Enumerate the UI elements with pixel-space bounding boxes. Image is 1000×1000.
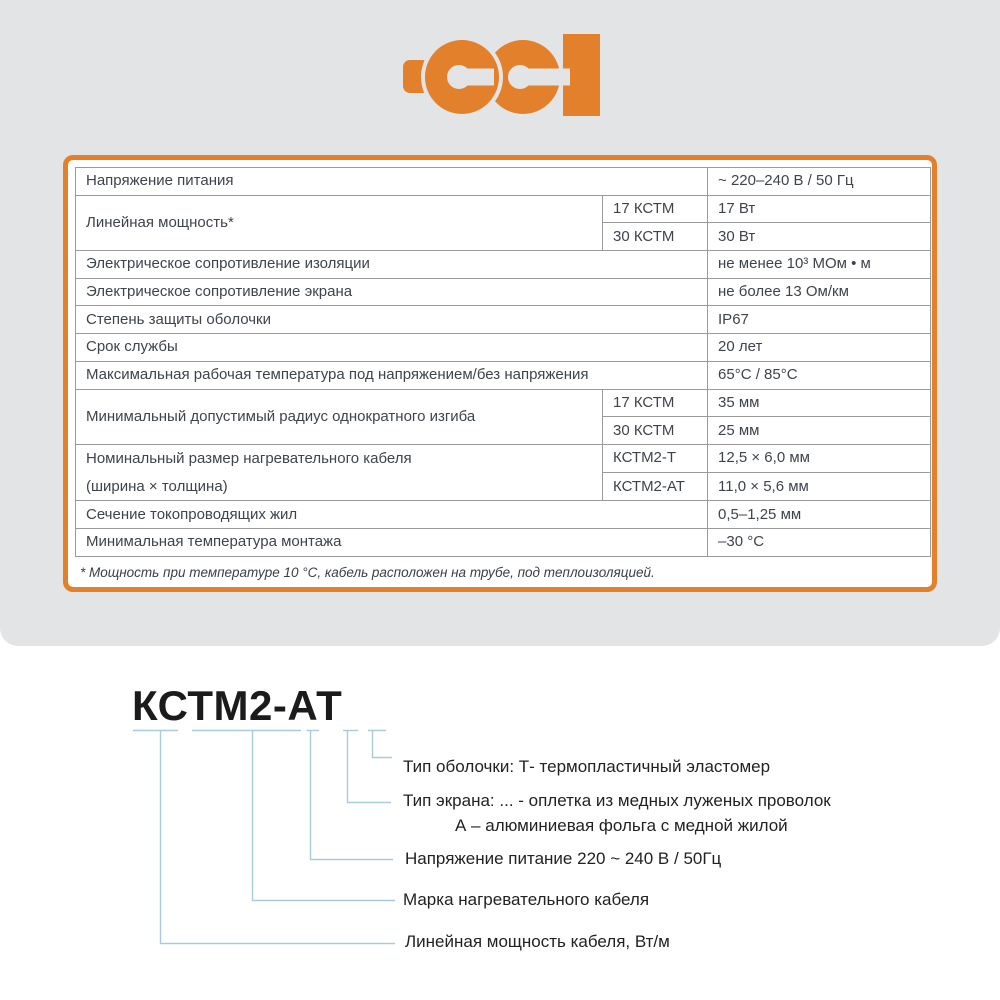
spec-variant-cell: КСТМ2-Т: [603, 444, 708, 472]
table-row: [76, 389, 931, 417]
diagram-title: КСТМ2-АТ: [132, 682, 343, 729]
table-footnote: * Мощность при температуре 10 °С, кабель расположен на трубе, под теплоизоляцией.: [80, 565, 655, 580]
spec-value-cell: 11,0 × 5,6 мм: [708, 473, 931, 501]
spec-variant-cell: 30 КСТМ: [603, 223, 708, 251]
spec-value-cell: ~ 220–240 В / 50 Гц: [708, 168, 931, 196]
spec-label-cell: Сечение токопроводящих жил: [76, 501, 708, 529]
diagram-label-voltage: Напряжение питание 220 ~ 240 В / 50Гц: [405, 849, 722, 868]
spec-value-cell: 30 Вт: [708, 223, 931, 251]
diagram-label-linear-power: Линейная мощность кабеля, Вт/м: [405, 932, 670, 951]
spec-value-cell: 25 мм: [708, 417, 931, 445]
table-row: [76, 278, 931, 306]
spec-variant-cell: 17 КСТМ: [603, 389, 708, 417]
spec-label-cell: Минимальный допустимый радиус однократного изгиба: [76, 389, 603, 444]
spec-label-cell: Линейная мощность*: [76, 195, 603, 250]
spec-label-cell: Электрическое сопротивление изоляции: [76, 251, 708, 279]
spec-variant-cell: 17 КСТМ: [603, 195, 708, 223]
spec-label-cell: [76, 444, 603, 500]
diagram-label-screen-type: Тип экрана: ... - оплетка из медных луженых проволок: [403, 791, 831, 810]
table-row: [76, 444, 931, 472]
table-row: [76, 361, 931, 389]
spec-label-cell: Максимальная рабочая температура под напряжением/без напряжения: [76, 361, 708, 389]
spec-value-cell: 17 Вт: [708, 195, 931, 223]
cci-logo: [400, 31, 600, 119]
table-row: [76, 306, 931, 334]
table-row: [76, 528, 931, 556]
spec-value-cell: не менее 10³ МОм • м: [708, 251, 931, 279]
spec-variant-cell: КСТМ2-АТ: [603, 473, 708, 501]
spec-value-cell: 35 мм: [708, 389, 931, 417]
spec-label-cell: Электрическое сопротивление экрана: [76, 278, 708, 306]
spec-label-cell: Минимальная температура монтажа: [76, 528, 708, 556]
table-row: [76, 501, 931, 529]
spec-table-box: [63, 155, 937, 592]
diagram-label-cable-brand: Марка нагревательного кабеля: [403, 890, 650, 909]
spec-value-cell: 20 лет: [708, 334, 931, 362]
diagram-label-screen-type-line2: А – алюминиевая фольга с медной жилой: [455, 816, 788, 835]
spec-table: [75, 167, 931, 557]
table-row: [76, 251, 931, 279]
spec-label-cell: Срок службы: [76, 334, 708, 362]
table-row: [76, 168, 931, 196]
spec-label-line1: Номинальный размер нагревательного кабеля: [86, 449, 412, 467]
spec-value-cell: 0,5–1,25 мм: [708, 501, 931, 529]
table-row: [76, 334, 931, 362]
diagram-label-sheath-type: Тип оболочки: Т- термопластичный эластомер: [403, 757, 771, 776]
spec-label-cell: Напряжение питания: [76, 168, 708, 196]
spec-value-cell: 12,5 × 6,0 мм: [708, 444, 931, 472]
spec-value-cell: не более 13 Ом/км: [708, 278, 931, 306]
spec-value-cell: –30 °С: [708, 528, 931, 556]
spec-value-cell: 65°С / 85°С: [708, 361, 931, 389]
spec-variant-cell: 30 КСТМ: [603, 417, 708, 445]
spec-value-cell: IP67: [708, 306, 931, 334]
spec-label-cell: Степень защиты оболочки: [76, 306, 708, 334]
table-row: [76, 195, 931, 223]
spec-label-line2: (ширина × толщина): [86, 477, 228, 495]
